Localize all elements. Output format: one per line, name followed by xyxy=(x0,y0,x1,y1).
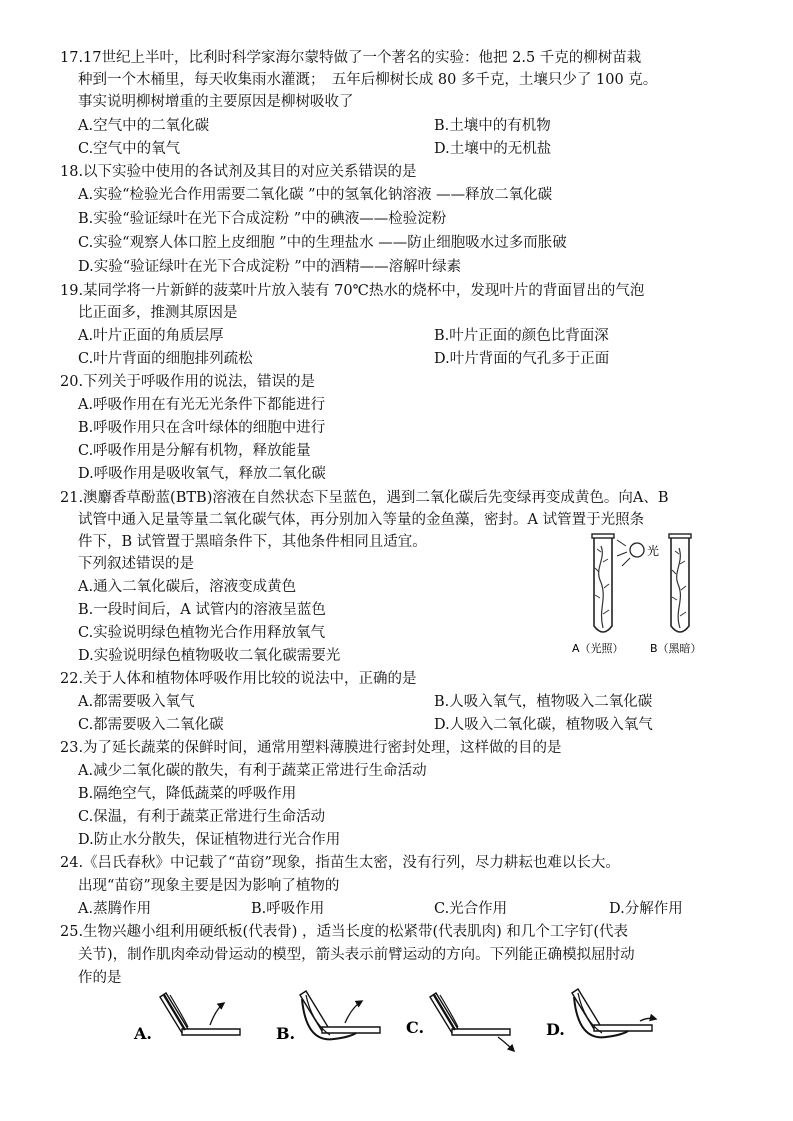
question-21-stem-line4: 下列叙述错误的是 xyxy=(78,556,194,572)
question-22-stem: 22.关于人体和植物体呼吸作用比较的说法中，正确的是 xyxy=(60,671,417,687)
question-23-option-c[interactable]: C.保温，有利于蔬菜正常进行生命活动 xyxy=(78,809,326,825)
question-23-option-d[interactable]: D.防止水分散失，保证植物进行光合作用 xyxy=(78,832,341,848)
question-22-option-b[interactable]: B.人吸入氧气，植物吸入二氧化碳 xyxy=(434,694,653,710)
question-20-option-d[interactable]: D.呼吸作用是吸收氧气，释放二氧化碳 xyxy=(78,466,326,482)
arm-model-a[interactable] xyxy=(133,993,240,1043)
question-19-option-c[interactable]: C.叶片背面的细胞排列疏松 xyxy=(78,351,253,367)
question-24-option-a[interactable]: A.蒸腾作用 xyxy=(78,901,152,917)
model-a-label: A. xyxy=(134,1024,152,1043)
question-25-stem: 25.生物兴趣小组利用硬纸板(代表骨) ，适当长度的松紧带(代表肌肉) 和几个工字钉(代表 xyxy=(60,924,629,940)
question-18-option-d[interactable]: D.实验“验证绿叶在光下合成淀粉 ”中的酒精——溶解叶绿素 xyxy=(78,259,462,275)
arm-model-d[interactable] xyxy=(546,989,656,1039)
model-d-label: D. xyxy=(546,1020,565,1039)
question-18-option-c[interactable]: C.实验“观察人体口腔上皮细胞 ”中的生理盐水 ——防止细胞吸水过多而胀破 xyxy=(78,235,567,251)
question-20-option-b[interactable]: B.呼吸作用只在含叶绿体的细胞中进行 xyxy=(78,420,326,436)
question-23-option-a[interactable]: A.减少二氧化碳的散失，有利于蔬菜正常进行生命活动 xyxy=(78,763,427,779)
test-tube-b xyxy=(669,534,691,632)
question-21-stem-line3: 件下，B 试管置于黑暗条件下，其他条件相同且适宜。 xyxy=(78,534,427,550)
light-label: 光 xyxy=(647,544,660,558)
question-20-option-c[interactable]: C.呼吸作用是分解有机物，释放能量 xyxy=(78,443,311,459)
question-23-option-b[interactable]: B.隔绝空气，降低蔬菜的呼吸作用 xyxy=(78,786,297,802)
tube-b-label: B（黑暗） xyxy=(650,642,702,655)
question-24-option-b[interactable]: B.呼吸作用 xyxy=(251,901,325,917)
question-17-stem-line2: 种到一个木桶里，每天收集雨水灌溉； 五年后柳树长成 80 多千克，土壤只少了 100 克。 xyxy=(78,72,658,88)
question-17-option-c[interactable]: C.空气中的氧气 xyxy=(78,141,181,157)
question-23-stem: 23.为了延长蔬菜的保鲜时间，通常用塑料薄膜进行密封处理，这样做的目的是 xyxy=(60,740,562,756)
question-17-option-d[interactable]: D.土壤中的无机盐 xyxy=(434,141,552,157)
question-24-option-d[interactable]: D.分解作用 xyxy=(609,901,683,917)
question-21-option-b[interactable]: B.一段时间后，A 试管内的溶液呈蓝色 xyxy=(78,602,326,618)
question-25-stem-line3: 作的是 xyxy=(78,970,122,986)
question-24-option-c[interactable]: C.光合作用 xyxy=(434,901,508,917)
question-21-option-c[interactable]: C.实验说明绿色植物光合作用释放氧气 xyxy=(78,625,326,641)
question-17-option-a[interactable]: A.空气中的二氧化碳 xyxy=(78,118,210,134)
question-19-option-a[interactable]: A.叶片正面的角质层厚 xyxy=(78,328,224,344)
question-22-option-d[interactable]: D.人吸入二氧化碳，植物吸入氧气 xyxy=(434,717,653,733)
question-19-stem: 19.某同学将一片新鲜的菠菜叶片放入装有 70℃热水的烧杯中，发现叶片的背面冒出的气泡 xyxy=(60,283,645,299)
model-b-label: B. xyxy=(276,1024,296,1043)
question-21-stem-line2: 试管中通入足量等量二氧化碳气体，再分别加入等量的金鱼藻，密封。A 试管置于光照条 xyxy=(78,512,645,528)
question-21-stem: 21.澳麝香草酚蓝(BTB)溶液在自然状态下呈蓝色，遇到二氧化碳后先变绿再变成黄色。向A、B xyxy=(60,490,669,506)
arm-model-figure xyxy=(130,985,690,1065)
question-21-option-a[interactable]: A.通入二氧化碳后，溶液变成黄色 xyxy=(78,579,297,595)
question-19-option-d[interactable]: D.叶片背面的气孔多于正面 xyxy=(434,351,610,367)
question-17-stem: 17.17世纪上半叶，比利时科学家海尔蒙特做了一个著名的实验：他把 2.5 千克的柳树苗栽 xyxy=(60,50,642,66)
question-19-stem-line2: 比正面多，推测其原因是 xyxy=(78,305,238,321)
light-bulb-icon xyxy=(617,540,644,566)
question-19-option-b[interactable]: B.叶片正面的颜色比背面深 xyxy=(434,328,609,344)
question-18-option-b[interactable]: B.实验“验证绿叶在光下合成淀粉 ”中的碘液——检验淀粉 xyxy=(78,211,447,227)
question-20-option-a[interactable]: A.呼吸作用在有光无光条件下都能进行 xyxy=(78,397,326,413)
question-18-option-a[interactable]: A.实验“检验光合作用需要二氧化碳 ”中的氢氧化钠溶液 ——释放二氧化碳 xyxy=(78,187,553,203)
test-tube-figure xyxy=(570,528,720,658)
question-21-option-d[interactable]: D.实验说明绿色植物吸收二氧化碳需要光 xyxy=(78,648,341,664)
question-22-option-a[interactable]: A.都需要吸入氧气 xyxy=(78,694,195,710)
test-tube-a xyxy=(592,534,614,632)
arm-model-b[interactable] xyxy=(276,991,380,1043)
question-17-option-b[interactable]: B.土壤中的有机物 xyxy=(434,118,551,134)
tube-a-label: A（光照） xyxy=(572,642,624,655)
arm-model-c[interactable] xyxy=(406,993,514,1051)
question-20-stem: 20.下列关于呼吸作用的说法，错误的是 xyxy=(60,374,316,390)
question-25-stem-line2: 关节)，制作肌肉牵动骨运动的模型，箭头表示前臂运动的方向。下列能正确模拟屈肘动 xyxy=(78,947,635,963)
question-17-stem-line3: 事实说明柳树增重的主要原因是柳树吸收了 xyxy=(78,94,354,110)
question-24-stem: 24.《吕氏春秋》中记载了“苗窃”现象，指苗生太密，没有行列，尽力耕耘也难以长大。 xyxy=(60,855,620,871)
question-22-option-c[interactable]: C.都需要吸入二氧化碳 xyxy=(78,717,224,733)
question-24-stem-line2: 出现“苗窃”现象主要是因为影响了植物的 xyxy=(78,878,340,894)
model-c-label: C. xyxy=(406,1018,425,1037)
question-18-stem: 18.以下实验中使用的各试剂及其目的对应关系错误的是 xyxy=(60,164,417,180)
